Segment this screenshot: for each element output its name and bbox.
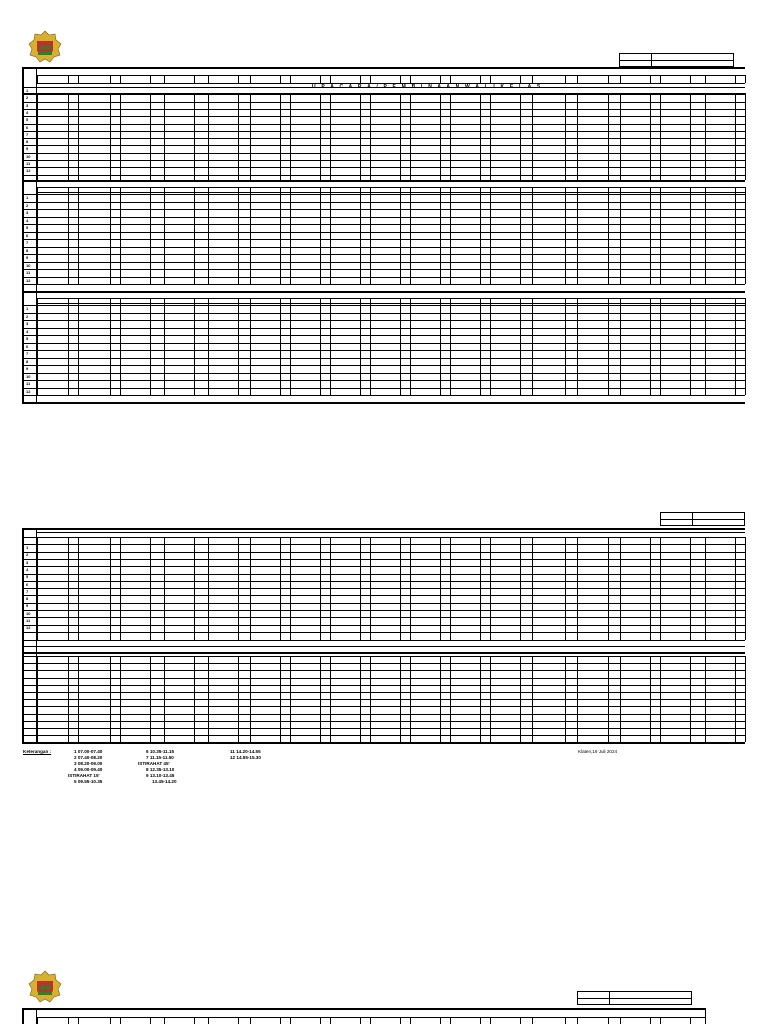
logo-bottom	[28, 970, 62, 1004]
row-number: 9	[26, 603, 29, 608]
row-number: 5	[26, 336, 29, 341]
crest-icon	[28, 30, 62, 64]
row-number: 12	[26, 625, 31, 630]
time-item: 1 07.00-07.40	[74, 749, 103, 754]
row-number: 9	[26, 255, 29, 260]
row-number: 2	[26, 552, 29, 557]
row-number: 12	[26, 389, 31, 394]
time-item: 8 12.35-13.10	[146, 767, 175, 772]
row-number: 3	[26, 560, 29, 565]
row-number: 4	[26, 110, 29, 115]
time-item: ISTIRAHAT 45'	[138, 761, 170, 766]
time-item: 5 09.55-10.35	[74, 779, 103, 784]
row-number: 1	[26, 195, 29, 200]
row-number: 2	[26, 314, 29, 319]
time-item: 2 07.40-08.20	[74, 755, 103, 760]
row-number: 5	[26, 225, 29, 230]
time-item: ISTIRAHAT 15'	[68, 773, 100, 778]
row-number: 6	[26, 582, 29, 587]
time-item: 9 13.10-13.45	[146, 773, 175, 778]
time-item: 13.45-14.20	[152, 779, 177, 784]
row-number: 1	[26, 545, 29, 550]
place-date: Klaten,19 Juli 2024	[578, 749, 618, 754]
row-number: 5	[26, 574, 29, 579]
row-number: 10	[26, 154, 31, 159]
time-item: 4 09.00-09.40	[74, 767, 103, 772]
row-number: 6	[26, 233, 29, 238]
row-number: 10	[26, 374, 31, 379]
time-item: 7 11.15-11.50	[146, 755, 174, 760]
row-number: 8	[26, 248, 29, 253]
row-number: 6	[26, 125, 29, 130]
row-number: 8	[26, 596, 29, 601]
row-number: 10	[26, 263, 31, 268]
row-number: 1	[26, 306, 29, 311]
row-number: 3	[26, 103, 29, 108]
row-number: 7	[26, 589, 29, 594]
row-number: 9	[26, 146, 29, 151]
row-number: 8	[26, 359, 29, 364]
header-box-3	[577, 991, 692, 1005]
row-number: 10	[26, 611, 31, 616]
row-number: 2	[26, 95, 29, 100]
time-item: 6 10.35-11.15	[146, 749, 175, 754]
keterangan-label: Keterangan :	[23, 749, 52, 754]
row-number: 2	[26, 203, 29, 208]
time-item: 12 14.55-15.30	[230, 755, 261, 760]
row-number: 9	[26, 366, 29, 371]
logo-top	[28, 30, 62, 64]
time-item: 3 08.20-09.00	[74, 761, 103, 766]
row-number: 12	[26, 278, 31, 283]
row-number: 7	[26, 351, 29, 356]
row-number: 3	[26, 210, 29, 215]
row-number: 5	[26, 117, 29, 122]
row-number: 7	[26, 240, 29, 245]
row-number: 7	[26, 132, 29, 137]
row-number: 11	[26, 381, 31, 386]
row-number: 8	[26, 139, 29, 144]
header-box-2	[660, 512, 745, 526]
time-item: 11 14.20-14.55	[230, 749, 261, 754]
row-number: 1	[26, 88, 29, 93]
row-number: 4	[26, 567, 29, 572]
row-number: 12	[26, 168, 31, 173]
row-number: 11	[26, 161, 31, 166]
row-number: 6	[26, 344, 29, 349]
crest-icon	[28, 970, 62, 1004]
header-box-1	[619, 53, 734, 67]
row-number: 4	[26, 218, 29, 223]
row-number: 3	[26, 321, 29, 326]
ceremony-banner: U P A C A R A / P E M B I N A A N W A L I K E L A S	[312, 84, 543, 90]
row-number: 11	[26, 618, 31, 623]
row-number: 11	[26, 270, 31, 275]
row-number: 4	[26, 329, 29, 334]
